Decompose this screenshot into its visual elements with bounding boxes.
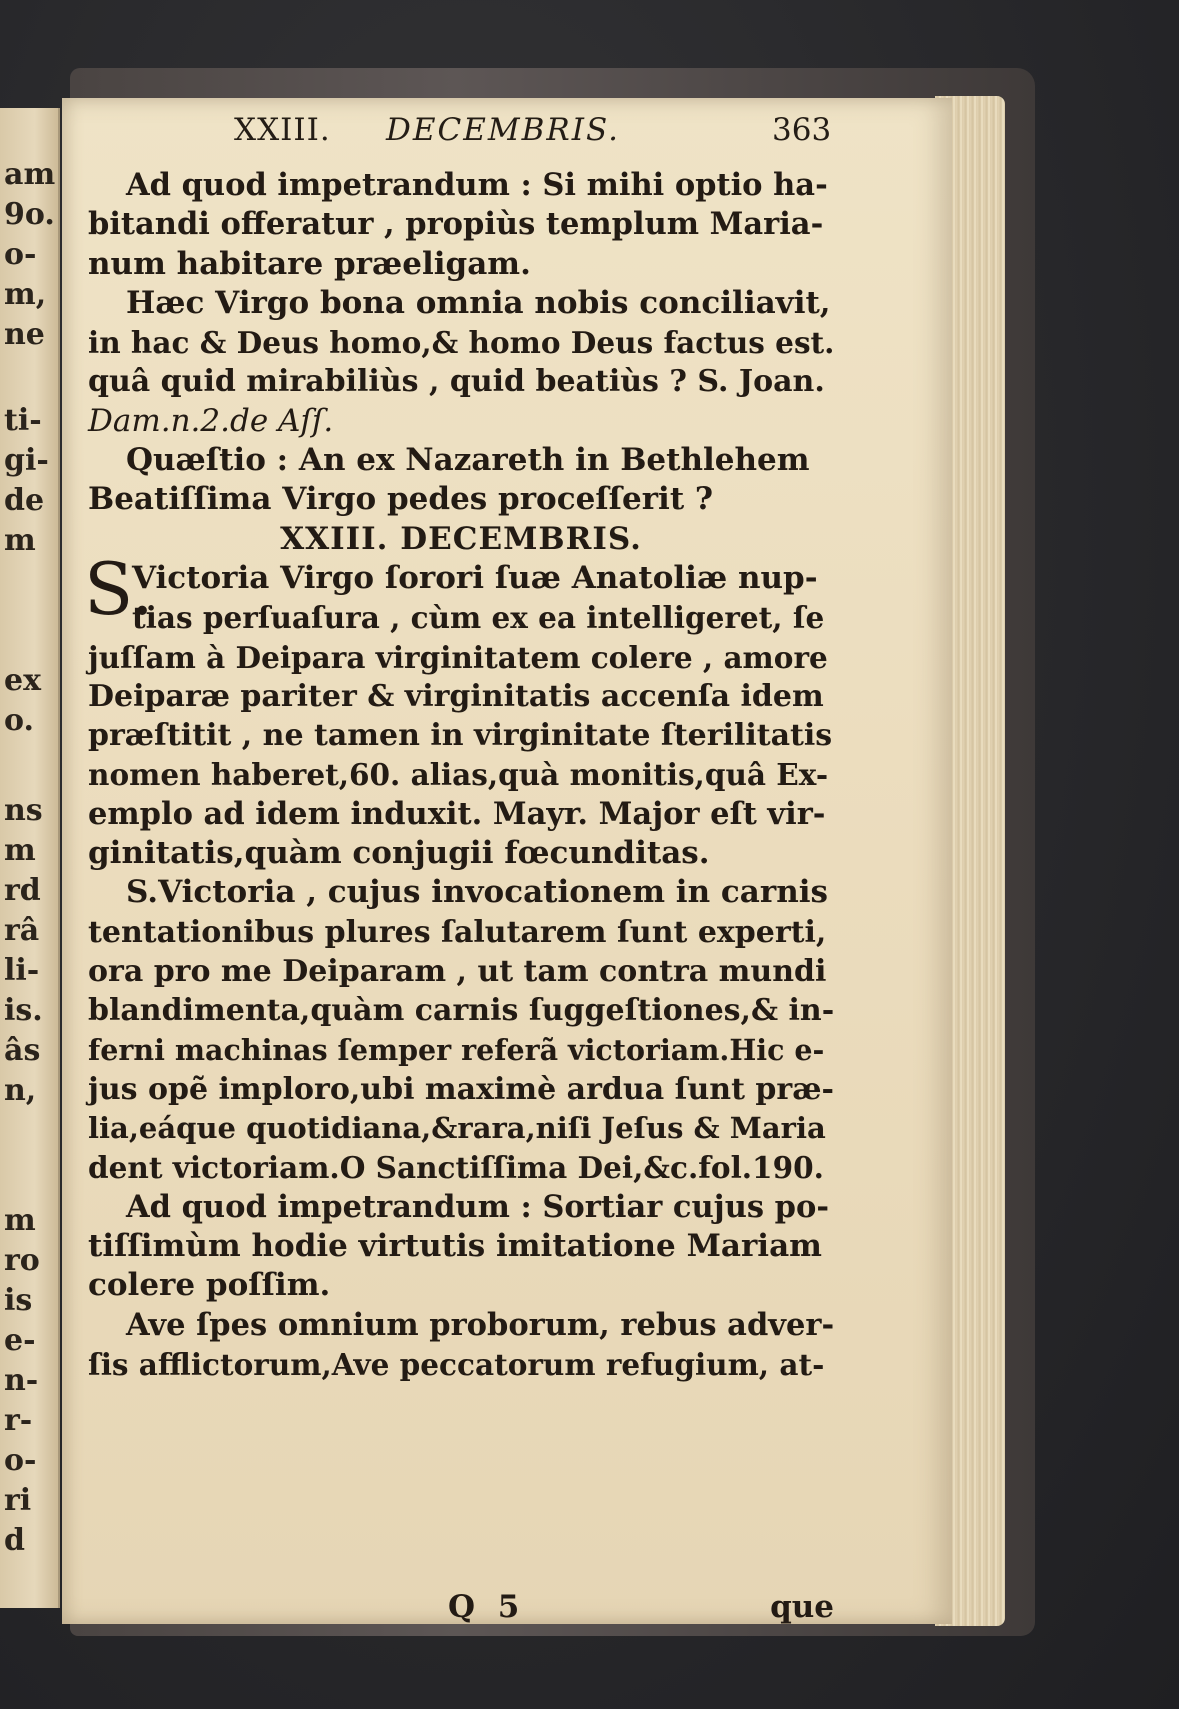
text-line: ora pro me Deiparam , ut tam contra mundi [88, 953, 827, 989]
facing-page-fragment: ex [4, 663, 41, 698]
text-line: Ad quod impetrandum : Si mihi optio ha- [126, 167, 828, 203]
facing-page-fragment: m [4, 523, 36, 558]
text-line: jus opẽ imploro,ubi maximè ardua ſunt præ- [88, 1071, 834, 1107]
running-head-month: DECEMBRIS. [386, 112, 620, 148]
citation-line: Dam.n.2.de Aſſ. [88, 402, 334, 439]
facing-page-fragment: o- [4, 237, 37, 272]
facing-page-fragment: m [4, 833, 36, 868]
facing-page-fragment: m, [4, 277, 47, 312]
running-head-date: XXIII. [234, 112, 331, 148]
question-line: Quæſtio : An ex Nazareth in Bethlehem [126, 442, 810, 479]
text-line: tiſſimùm hodie virtutis imitatione Mariam [88, 1228, 822, 1265]
text-line: tias perſuaſura , cùm ex ea intelligeret, ſe [132, 600, 825, 636]
running-head [150, 112, 850, 162]
facing-page-fragment: d [4, 1523, 25, 1558]
facing-page-fragment: ti- [4, 403, 42, 438]
facing-page-fragment: li- [4, 953, 40, 988]
facing-page-fragment: is. [4, 993, 43, 1028]
page-body [84, 166, 835, 1384]
text-line: Ad quod impetrandum : Sortiar cujus po- [126, 1188, 829, 1225]
text-line: S.Victoria , cujus invocationem in carnis [126, 874, 828, 911]
page-number: 363 [772, 112, 832, 148]
question-line: Beatiſſima Virgo pedes proceſſerit ? [88, 481, 714, 518]
text-line: emplo ad idem induxit. Mayr. Major eſt vir- [88, 795, 826, 832]
text-line: dent victoriam.O Sanctiſſima Dei,&c.fol.190. [88, 1150, 824, 1186]
facing-page-edge [0, 108, 60, 1608]
facing-page-fragment: is [4, 1283, 33, 1318]
page-footer [88, 1589, 834, 1629]
facing-page-fragment: n, [4, 1073, 37, 1108]
text-line: Ave ſpes omnium proborum, rebus adver- [126, 1306, 835, 1343]
facing-page-fragment: e- [4, 1323, 36, 1358]
text-line: bitandi offeratur , propiùs templum Maria- [88, 206, 824, 243]
facing-page-fragment: o- [4, 1443, 37, 1478]
text-line: blandimenta,quàm carnis ſuggeſtiones,& in- [88, 993, 835, 1029]
text-line: lia,eáque quotidiana,&rara,niſi Jeſus & Maria [88, 1111, 826, 1146]
facing-page-fragment: 9o. [4, 197, 55, 232]
facing-page-fragment: r- [4, 1403, 33, 1438]
facing-page-fragment: rd [4, 873, 41, 908]
facing-page-fragment: m [4, 1203, 36, 1238]
text-line-content: Victoria Virgo ſorori ſuæ Anatoliæ nup- [132, 559, 818, 596]
facing-page-fragment: âs [4, 1033, 41, 1068]
section-heading: XXIII. DECEMBRIS. [280, 520, 642, 557]
facing-page-fragment: ne [4, 317, 45, 352]
text-line: Deiparæ pariter & virginitatis accenſa idem [88, 678, 824, 714]
facing-page-fragment: am [4, 157, 56, 192]
facing-page-fragment: de [4, 483, 45, 518]
text-line: nomen haberet,60. alias,quà monitis,quâ Ex- [88, 757, 829, 793]
facing-page-fragment: n- [4, 1363, 39, 1398]
facing-page-fragment: râ [4, 913, 40, 948]
text-line: ginitatis,quàm conjugii fœcunditas. [88, 835, 710, 872]
text-line: in hac & Deus homo,& homo Deus factus est. [88, 325, 835, 361]
text-line: præſtitit , ne tamen in virginitate ſterilitatis [88, 718, 833, 754]
facing-page-fragment: o. [4, 703, 34, 738]
text-line: juſſam à Deipara virginitatem colere , amore [88, 639, 828, 675]
text-line: tentationibus plures ſalutarem ſunt experti, [88, 914, 827, 950]
facing-page-fragment: gi- [4, 443, 49, 478]
text-line: quâ quid mirabiliùs , quid beatiùs ? S. Joan. [88, 364, 825, 400]
text-line: colere poſſim. [88, 1267, 331, 1304]
facing-page-fragment: ri [4, 1483, 32, 1518]
facing-page-fragment: ns [4, 793, 43, 828]
text-line: ferni machinas ſemper referã victoriam.Hic e- [88, 1032, 825, 1067]
drop-cap: S. [84, 546, 154, 631]
facing-page-fragment: ro [4, 1243, 40, 1278]
signature-mark: Q 5 [448, 1589, 526, 1625]
text-line: Hæc Virgo bona omnia nobis conciliavit, [126, 284, 831, 321]
text-line: ſis afflictorum,Ave peccatorum refugium, at- [88, 1346, 825, 1382]
catchword: que [770, 1589, 834, 1625]
text-line: num habitare præeligam. [88, 245, 531, 282]
